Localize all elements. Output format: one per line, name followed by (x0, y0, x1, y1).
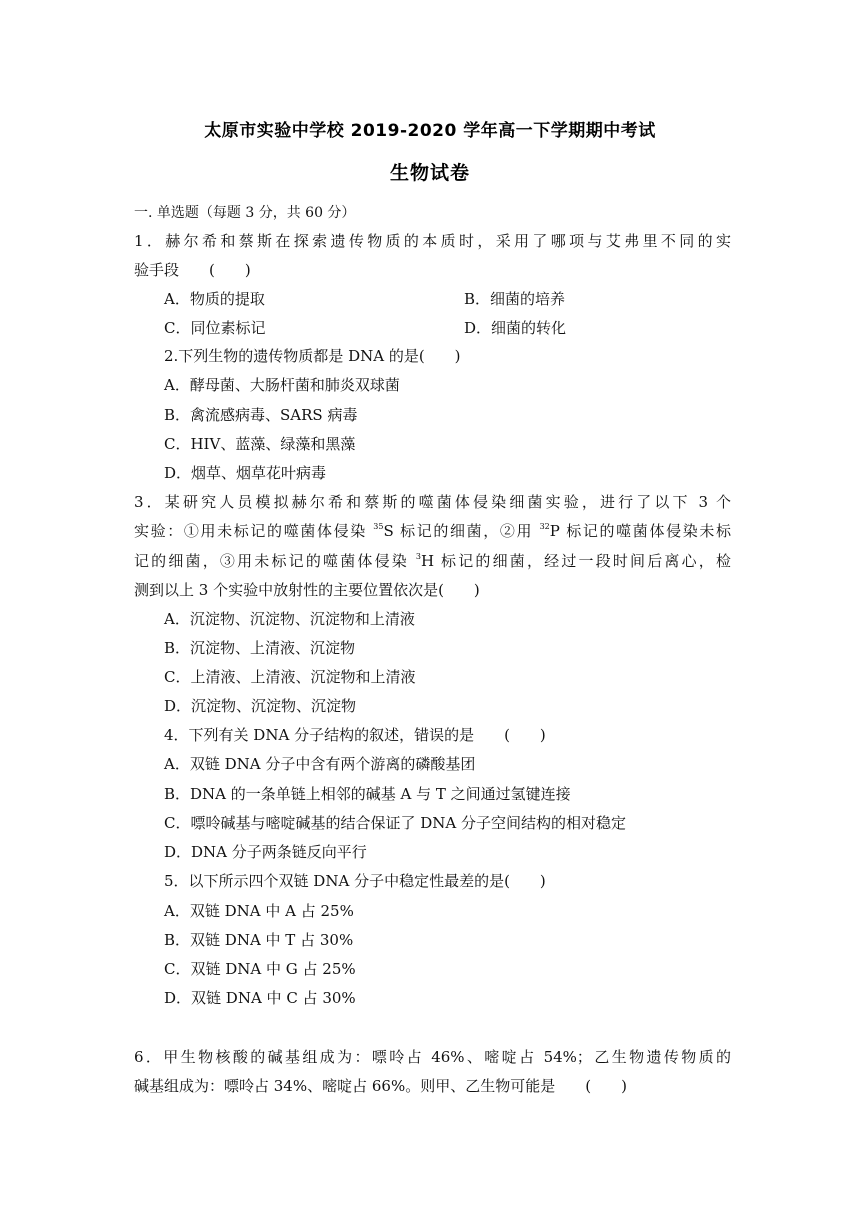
stem-text: P 标记的噬菌体侵染未标 (549, 522, 731, 540)
isotope-mass-number: 32 (539, 522, 550, 531)
question-5-option-b: B．双链 DNA 中 T 占 30% (164, 931, 354, 949)
question-4-option-b: B．DNA 的一条单链上相邻的碱基 A 与 T 之间通过氢键连接 (164, 785, 571, 803)
question-2-stem: 2.下列生物的遗传物质都是 DNA 的是( ) (164, 347, 461, 365)
question-2-option-a: A．酵母菌、大肠杆菌和肺炎双球菌 (164, 376, 400, 394)
question-1-option-a: A．物质的提取 (164, 290, 265, 308)
question-1-option-d: D．细菌的转化 (464, 319, 567, 337)
question-1-stem-line-1: 1．赫尔希和蔡斯在探索遗传物质的本质时，采用了哪项与艾弗里不同的实 (134, 232, 731, 250)
question-3-stem-line-1: 3．某研究人员模拟赫尔希和蔡斯的噬菌体侵染细菌实验，进行了以下 3 个 (134, 493, 731, 511)
question-3-option-a: A．沉淀物、沉淀物、沉淀物和上清液 (164, 610, 415, 628)
question-1-stem-line-2: 验手段 ( ) (134, 261, 251, 279)
question-3-option-b: B．沉淀物、上清液、沉淀物 (164, 639, 356, 657)
isotope-mass-number: 35 (373, 522, 384, 531)
question-1-option-b: B．细菌的培养 (464, 290, 566, 308)
question-4-option-a: A．双链 DNA 分子中含有两个游离的磷酸基团 (164, 755, 476, 773)
question-5-option-c: C．双链 DNA 中 G 占 25% (164, 960, 356, 978)
question-3-option-d: D．沉淀物、沉淀物、沉淀物 (164, 697, 357, 715)
question-2-option-c: C．HIV、蓝藻、绿藻和黑藻 (164, 435, 356, 453)
stem-text: S 标记的细菌，②用 (383, 522, 540, 540)
stem-text: H 标记的细菌，经过一段时间后离心，检 (421, 552, 731, 570)
exam-subtitle: 生物试卷 (389, 162, 470, 184)
question-3-stem-line-2 (134, 521, 731, 541)
question-2-option-b: B．禽流感病毒、SARS 病毒 (164, 406, 358, 424)
question-4-stem: 4．下列有关 DNA 分子结构的叙述，错误的是 ( ) (164, 726, 546, 744)
question-5-option-d: D．双链 DNA 中 C 占 30% (164, 989, 356, 1007)
question-4-option-c: C．嘌呤碱基与嘧啶碱基的结合保证了 DNA 分子空间结构的相对稳定 (164, 814, 626, 832)
stem-text: 实验：①用未标记的噬菌体侵染 (134, 522, 374, 540)
question-2-option-d: D．烟草、烟草花叶病毒 (164, 464, 327, 482)
question-3-stem-line-3 (134, 551, 731, 571)
isotope-mass-number: 3 (415, 552, 421, 561)
stem-text: 记的细菌，③用未标记的噬菌体侵染 (134, 552, 416, 570)
question-3-option-c: C．上清液、上清液、沉淀物和上清液 (164, 668, 416, 686)
question-6-stem-line-1: 6．甲生物核酸的碱基组成为：嘌呤占 46%、嘧啶占 54%；乙生物遗传物质的 (134, 1048, 731, 1066)
question-6-stem-line-2: 碱基组成为：嘌呤占 34%、嘧啶占 66%。则甲、乙生物可能是 ( ) (134, 1077, 627, 1095)
question-1-option-c: C．同位素标记 (164, 319, 266, 337)
question-5-option-a: A．双链 DNA 中 A 占 25% (164, 902, 354, 920)
question-5-stem: 5．以下所示四个双链 DNA 分子中稳定性最差的是( ) (164, 872, 546, 890)
question-4-option-d: D．DNA 分子两条链反向平行 (164, 843, 367, 861)
question-3-stem-line-4: 测到以上 3 个实验中放射性的主要位置依次是( ) (134, 581, 480, 599)
exam-title: 太原市实验中学校 2019-2020 学年高一下学期期中考试 (204, 121, 656, 141)
section-heading: 一. 单选题（每题 3 分，共 60 分） (134, 205, 356, 221)
